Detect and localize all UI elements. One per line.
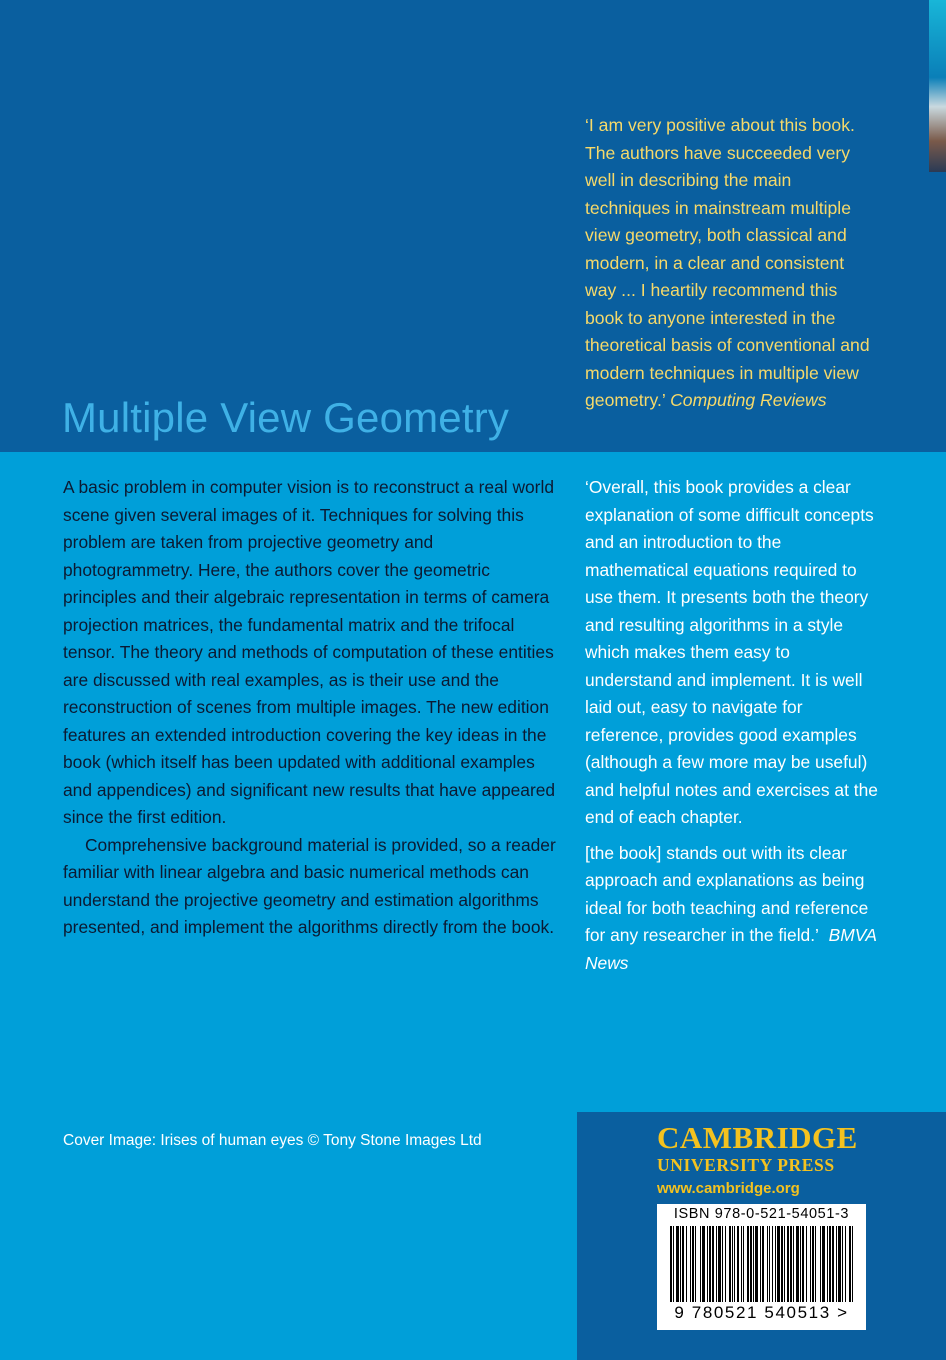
barcode-bar (781, 1226, 783, 1302)
barcode-bar (716, 1226, 717, 1302)
barcode-bar (769, 1226, 770, 1302)
book-description (63, 474, 559, 942)
barcode-bar (712, 1226, 714, 1302)
barcode-bar (812, 1226, 814, 1302)
barcode-bar (673, 1226, 674, 1302)
description-paragraph: A basic problem in computer vision is to reconstruct a real world scene given several images of it. Techniques for solving this problem are taken from projective geometry and photogrammetry. Here, the authors cover the geometric principles and their algebraic representation in terms of camera projection matrices, the fundamental matrix and the trifocal tensor. The theory and methods of computation of these entities are discussed with real examples, as is their use and the reconstruction of scenes from multiple images. The new edition features an extended introduction covering the key ideas in the book (which itself has been updated with additional examples and appendices) and significant new results that have appeared since the first edition. (63, 477, 556, 827)
barcode-bar (829, 1226, 831, 1302)
barcode-bar (784, 1226, 785, 1302)
barcode-bar (750, 1226, 752, 1302)
barcode-bar (718, 1226, 721, 1302)
isbn-label: ISBN 978-0-521-54051-3 (673, 1206, 850, 1222)
barcode-bar (790, 1226, 792, 1302)
barcode-bar (775, 1226, 776, 1302)
barcode-bar (737, 1226, 739, 1302)
barcode-bar (700, 1226, 701, 1302)
review-quote-text-2 (585, 840, 880, 978)
review-quote-computing-reviews (585, 112, 875, 415)
barcode-bar (772, 1226, 773, 1302)
review-quote-text-continued: [the book] stands out with its clear approach and explanations as being ideal for both teaching and reference for any researcher in the field.’ (585, 842, 869, 945)
barcode-bar (806, 1226, 807, 1302)
barcode-bar (722, 1226, 723, 1302)
barcode-bar (729, 1226, 731, 1302)
barcode-bar (836, 1226, 837, 1302)
barcode-bar (842, 1226, 843, 1302)
barcode-bar (755, 1226, 758, 1302)
barcode-bar (852, 1226, 853, 1302)
barcode-bar (777, 1226, 780, 1302)
barcode-bar (802, 1226, 804, 1302)
barcode-bar (732, 1226, 733, 1302)
barcode-icon (660, 1226, 863, 1302)
barcode-bar (680, 1226, 681, 1302)
barcode-digits: 9 780521 540513 > (674, 1303, 849, 1322)
barcode-bar (682, 1226, 684, 1302)
cover-image-edge (929, 0, 946, 172)
publisher-name: CAMBRIDGE (657, 1120, 858, 1155)
barcode-bar (707, 1226, 708, 1302)
barcode-bar (709, 1226, 711, 1302)
description-paragraph: Comprehensive background material is provided, so a reader familiar with linear algebra and basic numerical methods can understand the projective geometry and estimation algorithms presented, and implement the algorithms directly from the book. (63, 834, 556, 937)
barcode-bar (832, 1226, 834, 1302)
barcode-bar (838, 1226, 841, 1302)
cover-image-credit: Cover Image: Irises of human eyes © Tony Stone Images Ltd (63, 1132, 482, 1149)
review-quote-bmva (585, 474, 880, 977)
barcode-bar (695, 1226, 696, 1302)
barcode-bar (793, 1226, 794, 1302)
barcode-bar (725, 1226, 726, 1302)
barcode-bar (762, 1226, 764, 1302)
barcode-bar (670, 1226, 672, 1302)
barcode-bar (743, 1226, 744, 1302)
review-quote-text: ‘I am very positive about this book. The authors have succeeded very well in describing the main techniques in mainstream multiple view geometry, both classical and modern, in a clear and consistent way ... I heartily recommend this book to anyone interested in the theoretical basis of conventional and modern techniques in multiple view geometry.’ (585, 115, 870, 410)
barcode-bar (760, 1226, 761, 1302)
barcode-bar (849, 1226, 851, 1302)
barcode-panel (657, 1204, 866, 1330)
barcode-bar (692, 1226, 694, 1302)
barcode-bar (827, 1226, 828, 1302)
publisher-subname: UNIVERSITY PRESS (657, 1155, 835, 1175)
barcode-bar (747, 1226, 749, 1302)
barcode-bar (822, 1226, 825, 1302)
publisher-url: www.cambridge.org (657, 1180, 800, 1197)
barcode-bar (810, 1226, 811, 1302)
review-source: Computing Reviews (670, 390, 827, 410)
barcode-bar (767, 1226, 768, 1302)
barcode-bar (676, 1226, 679, 1302)
barcode-bar (686, 1226, 687, 1302)
review-quote-text: ‘Overall, this book provides a clear explanation of some difficult concepts and an introduction to the mathematical equations required to use them. It presents both the theory and resulting algorithms in a style which makes them easy to understand and implement. It is well laid out, easy to navigate for reference, provides good examples (although a few more may be useful) and helpful notes and exercises at the end of each chapter. (585, 477, 878, 827)
barcode-bar (820, 1226, 821, 1302)
barcode-bar (690, 1226, 691, 1302)
barcode-bar (741, 1226, 742, 1302)
barcode-bar (734, 1226, 735, 1302)
publisher-box (577, 1112, 946, 1360)
barcode-bar (796, 1226, 799, 1302)
barcode-bar (845, 1226, 846, 1302)
review-source: BMVA News (585, 925, 877, 973)
barcode-bar (787, 1226, 789, 1302)
book-title: Multiple View Geometry (62, 394, 510, 441)
barcode-bar (800, 1226, 801, 1302)
barcode-bar (702, 1226, 705, 1302)
barcode-bar (815, 1226, 816, 1302)
barcode-bar (753, 1226, 754, 1302)
